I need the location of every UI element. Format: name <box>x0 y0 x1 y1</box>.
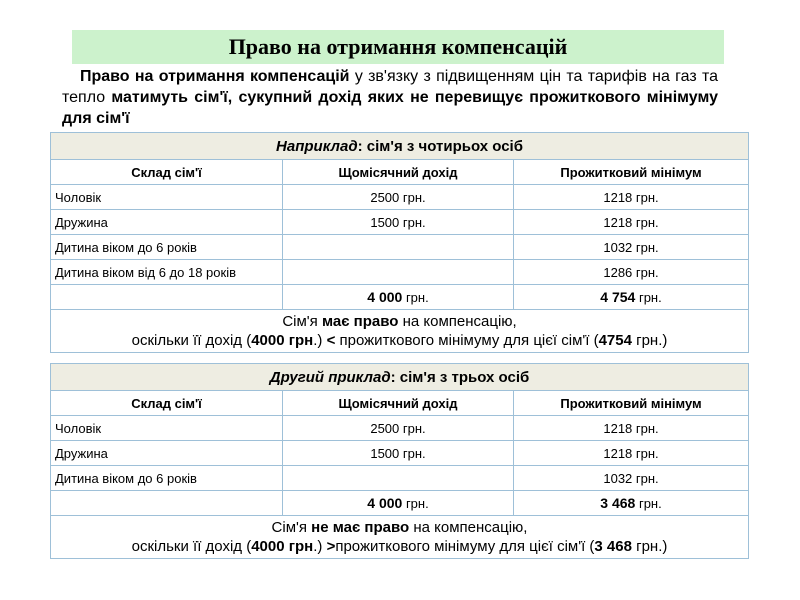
income-cell <box>283 235 514 260</box>
minimum-cell: 1286 грн. <box>514 260 749 285</box>
intro-text: у зв'язку з підвищенням цін та тарифів на газ та тепло <box>62 68 719 106</box>
note-comparison: < <box>326 332 336 349</box>
table-row <box>51 210 749 235</box>
conclusion-cell <box>51 516 749 559</box>
total-empty-cell <box>51 285 283 310</box>
minimum-cell: 1218 грн. <box>514 416 749 441</box>
caption-emphasis: Наприклад <box>276 137 358 155</box>
currency-label: грн. <box>402 290 429 305</box>
income-cell <box>283 260 514 285</box>
member-cell: Дитина віком від 6 до 18 років <box>51 260 283 285</box>
total-minimum-cell <box>514 285 749 310</box>
caption-text: : сім'я з чотирьох осіб <box>357 137 523 155</box>
header-income: Щомісячний дохід <box>283 160 514 185</box>
currency-label: грн. <box>635 290 662 305</box>
header-minimum: Прожитковий мінімум <box>514 391 749 416</box>
note-income: 4000 грн <box>251 538 314 555</box>
note-text: оскільки її дохід ( <box>131 538 252 555</box>
conclusion-row <box>51 516 749 559</box>
total-income-cell <box>283 285 514 310</box>
intro-bold-2: матимуть сім'ї, сукупний дохід яких не перевищує прожиткового мінімуму для сім'ї <box>62 89 719 127</box>
minimum-cell: 1032 грн. <box>514 466 749 491</box>
total-minimum-cell <box>514 491 749 516</box>
note-text: на компенсацію, <box>409 519 528 536</box>
note-text: Сім'я <box>282 313 322 330</box>
note-emphasis: не має право <box>311 519 410 536</box>
caption-text: : сім'я з трьох осіб <box>390 368 530 386</box>
header-row <box>51 391 749 416</box>
page-title: Право на отримання компенсацій <box>228 34 568 59</box>
member-cell: Дружина <box>51 210 283 235</box>
income-cell: 2500 грн. <box>283 185 514 210</box>
note-text: грн.) <box>631 538 668 555</box>
total-row <box>51 285 749 310</box>
total-minimum-value: 3 468 <box>600 495 636 511</box>
intro-paragraph <box>62 66 718 129</box>
conclusion-row <box>51 310 749 353</box>
header-income: Щомісячний дохід <box>283 391 514 416</box>
table-row <box>51 466 749 491</box>
total-row <box>51 491 749 516</box>
note-text: грн.) <box>631 332 668 349</box>
header-member: Склад сім'ї <box>51 391 283 416</box>
table-caption <box>51 364 749 391</box>
header-row <box>51 160 749 185</box>
income-cell: 2500 грн. <box>283 416 514 441</box>
member-cell: Дитина віком до 6 років <box>51 466 283 491</box>
header-minimum: Прожитковий мінімум <box>514 160 749 185</box>
minimum-cell: 1218 грн. <box>514 441 749 466</box>
table-row <box>51 260 749 285</box>
example-table-1 <box>50 132 749 353</box>
table-row <box>51 441 749 466</box>
member-cell: Чоловік <box>51 416 283 441</box>
example-table-2 <box>50 363 749 559</box>
table-row <box>51 235 749 260</box>
currency-label: грн. <box>635 496 662 511</box>
caption-emphasis: Другий приклад <box>269 368 391 386</box>
note-text: на компенсацію, <box>398 313 517 330</box>
note-text: .) <box>313 332 327 349</box>
conclusion-cell <box>51 310 749 353</box>
total-income-cell <box>283 491 514 516</box>
note-minimum: 3 468 <box>594 538 632 555</box>
total-empty-cell <box>51 491 283 516</box>
table-row <box>51 185 749 210</box>
income-cell <box>283 466 514 491</box>
header-member: Склад сім'ї <box>51 160 283 185</box>
note-text: оскільки її дохід ( <box>131 332 252 349</box>
total-income-value: 4 000 <box>367 495 403 511</box>
note-text: прожиткового мінімуму для цієї сім'ї ( <box>335 538 595 555</box>
income-cell: 1500 грн. <box>283 210 514 235</box>
member-cell: Чоловік <box>51 185 283 210</box>
note-emphasis: має право <box>321 313 399 330</box>
minimum-cell: 1218 грн. <box>514 185 749 210</box>
title-banner <box>72 30 724 64</box>
income-cell: 1500 грн. <box>283 441 514 466</box>
table-row <box>51 416 749 441</box>
note-comparison: > <box>326 538 336 555</box>
note-text: .) <box>313 538 327 555</box>
minimum-cell: 1218 грн. <box>514 210 749 235</box>
total-income-value: 4 000 <box>367 289 403 305</box>
total-minimum-value: 4 754 <box>600 289 636 305</box>
note-minimum: 4754 <box>598 332 632 349</box>
minimum-cell: 1032 грн. <box>514 235 749 260</box>
member-cell: Дитина віком до 6 років <box>51 235 283 260</box>
intro-bold-1: Право на отримання компенсацій <box>80 68 350 85</box>
member-cell: Дружина <box>51 441 283 466</box>
note-income: 4000 грн <box>251 332 314 349</box>
currency-label: грн. <box>402 496 429 511</box>
table-caption <box>51 133 749 160</box>
note-text: прожиткового мінімуму для цієї сім'ї ( <box>335 332 599 349</box>
note-text: Сім'я <box>271 519 312 536</box>
